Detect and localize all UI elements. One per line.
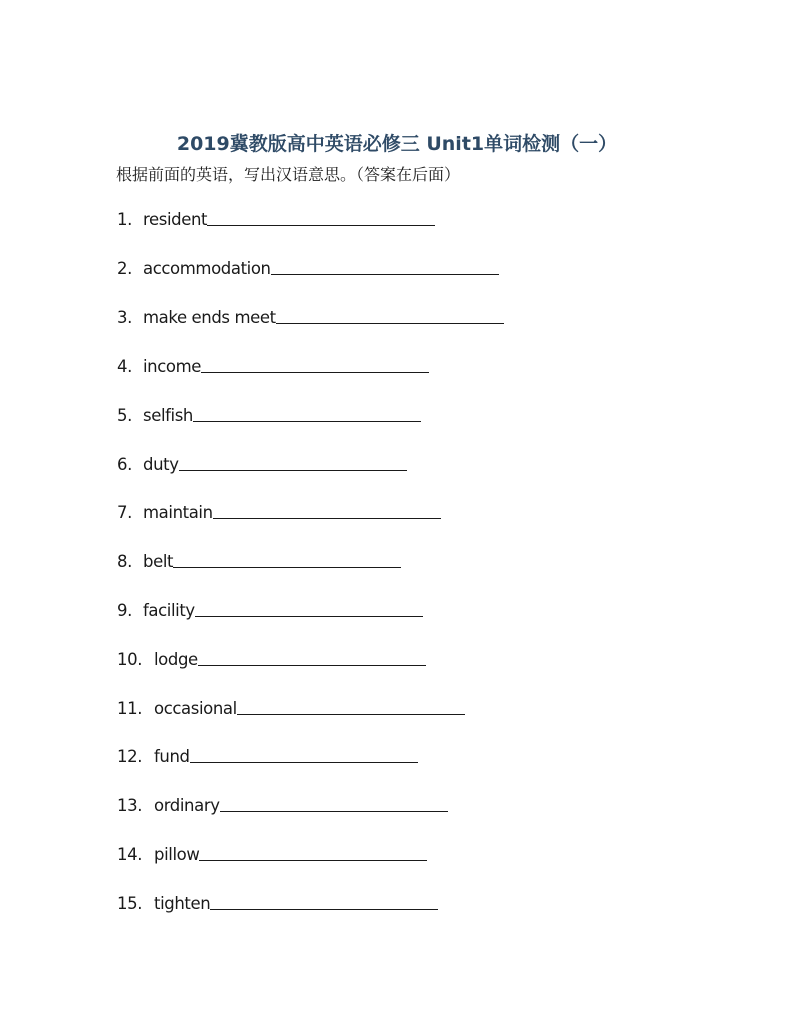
item-word: accommodation: [143, 259, 271, 278]
vocab-item: [117, 840, 427, 864]
item-number: 6.: [117, 455, 132, 474]
vocab-item: [117, 889, 438, 913]
item-number: 14.: [117, 845, 143, 864]
item-word: tighten: [154, 894, 211, 913]
answer-blank[interactable]: [271, 273, 499, 275]
item-number: 8.: [117, 552, 132, 571]
item-word: duty: [143, 455, 179, 474]
item-number: 1.: [117, 210, 132, 229]
answer-blank[interactable]: [237, 713, 465, 715]
item-number: 12.: [117, 747, 143, 766]
answer-blank[interactable]: [213, 517, 441, 519]
instruction-text: 根据前面的英语，写出汉语意思。（答案在后面）: [116, 165, 461, 184]
vocab-item: [117, 742, 418, 766]
vocab-item: [117, 254, 499, 278]
answer-blank[interactable]: [173, 566, 401, 568]
answer-blank[interactable]: [193, 420, 421, 422]
vocab-item: [117, 694, 465, 718]
item-number: 4.: [117, 357, 132, 376]
page-title: 2019冀教版高中英语必修三 Unit1单词检测（一）: [176, 133, 618, 155]
vocab-item: [117, 450, 407, 474]
item-word: fund: [154, 747, 190, 766]
vocab-item: [117, 303, 504, 327]
item-word: pillow: [154, 845, 200, 864]
item-number: 9.: [117, 601, 132, 620]
answer-blank[interactable]: [207, 224, 435, 226]
answer-blank[interactable]: [210, 908, 438, 910]
item-word: maintain: [143, 503, 213, 522]
item-word: belt: [143, 552, 174, 571]
item-number: 7.: [117, 503, 132, 522]
item-word: resident: [143, 210, 208, 229]
item-number: 13.: [117, 796, 143, 815]
vocab-item: [117, 791, 448, 815]
answer-blank[interactable]: [201, 371, 429, 373]
answer-blank[interactable]: [199, 859, 427, 861]
vocab-item: [117, 645, 426, 669]
item-number: 3.: [117, 308, 132, 327]
item-word: make ends meet: [143, 308, 276, 327]
item-word: selfish: [143, 406, 193, 425]
item-word: facility: [143, 601, 195, 620]
vocab-item: [117, 547, 401, 571]
item-number: 15.: [117, 894, 143, 913]
vocab-item: [117, 205, 435, 229]
item-number: 10.: [117, 650, 143, 669]
item-number: 5.: [117, 406, 132, 425]
vocab-item: [117, 401, 421, 425]
item-word: income: [143, 357, 202, 376]
answer-blank[interactable]: [276, 322, 504, 324]
answer-blank[interactable]: [190, 761, 418, 763]
vocab-item: [117, 498, 441, 522]
answer-blank[interactable]: [198, 664, 426, 666]
answer-blank[interactable]: [179, 469, 407, 471]
vocab-item: [117, 352, 429, 376]
vocab-item: [117, 596, 423, 620]
answer-blank[interactable]: [220, 810, 448, 812]
item-number: 2.: [117, 259, 132, 278]
item-word: lodge: [154, 650, 198, 669]
item-word: ordinary: [154, 796, 220, 815]
answer-blank[interactable]: [195, 615, 423, 617]
item-number: 11.: [117, 699, 143, 718]
item-word: occasional: [154, 699, 237, 718]
